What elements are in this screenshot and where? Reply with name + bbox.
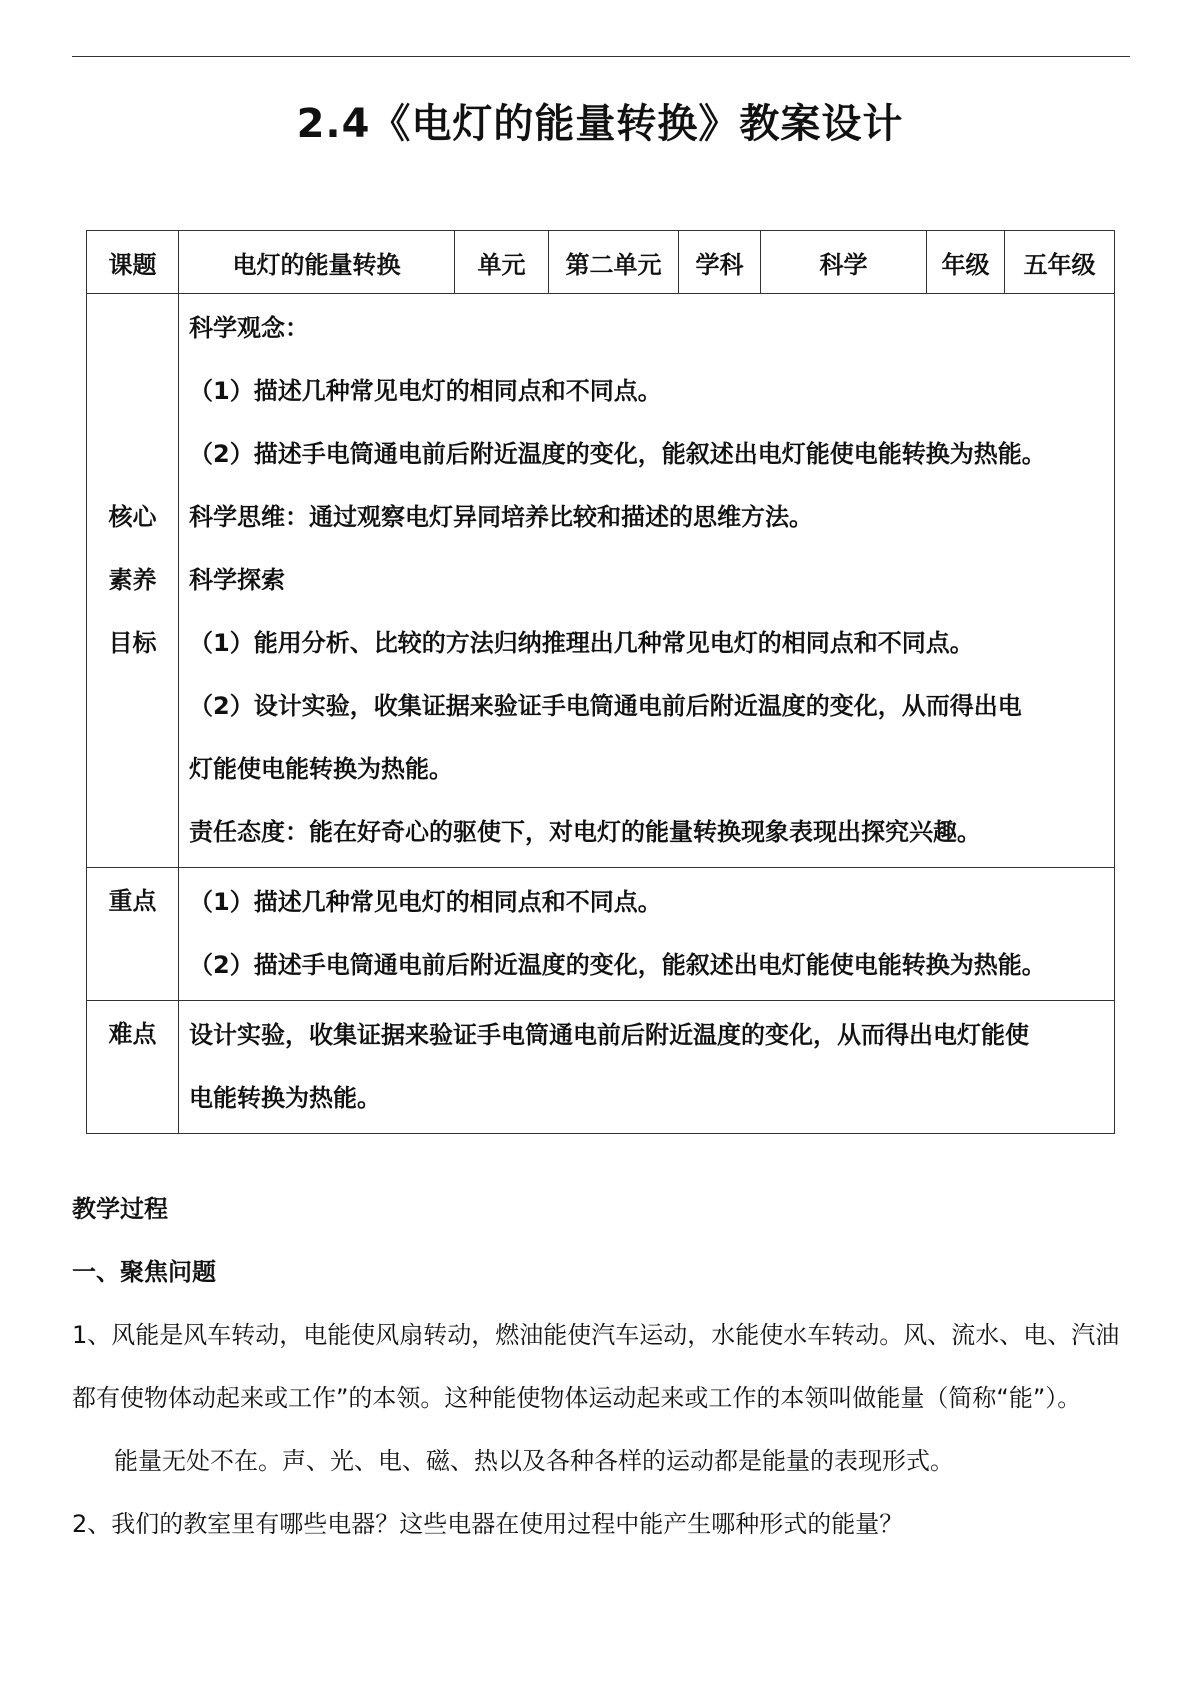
topic-label: 课题: [87, 231, 179, 294]
goals-label-line: 素养: [108, 566, 157, 594]
difficulty-line: 电能转换为热能。: [189, 1084, 381, 1112]
grade-value: 五年级: [1005, 231, 1115, 294]
goals-line: 责任态度：能在好奇心的驱使下，对电灯的能量转换现象表现出探究兴趣。: [189, 818, 981, 846]
goals-line: 科学探索: [189, 566, 285, 594]
goals-line: （2）描述手电筒通电前后附近温度的变化，能叙述出电灯能使电能转换为热能。: [189, 440, 1046, 468]
goals-line: （1）描述几种常见电灯的相同点和不同点。: [189, 377, 662, 405]
key-point-line: （2）描述手电筒通电前后附近温度的变化，能叙述出电灯能使电能转换为热能。: [189, 951, 1046, 979]
goals-line: （1）能用分析、比较的方法归纳推理出几种常见电灯的相同点和不同点。: [189, 629, 974, 657]
difficulties-row: [87, 1001, 1115, 1134]
section-heading: 一、聚焦问题: [72, 1258, 216, 1286]
paragraph: 1、风能是风车转动，电能使风扇转动，燃油能使汽车运动，水能使水车转动。风、流水、电、汽油都有使物体动起来或工作”的本领。这种能使物体运动起来或工作的本领叫做能量（简称“能”）。: [72, 1321, 1120, 1412]
goals-line: 科学观念：: [189, 314, 309, 342]
unit-label: 单元: [455, 231, 549, 294]
table-header-row: [87, 231, 1115, 294]
grade-label: 年级: [927, 231, 1005, 294]
subject-value: 科学: [761, 231, 927, 294]
goals-label-line: 目标: [108, 629, 157, 657]
unit-value: 第二单元: [549, 231, 679, 294]
paragraph: 能量无处不在。声、光、电、磁、热以及各种各样的运动都是能量的表现形式。: [114, 1447, 954, 1475]
goals-content: [179, 294, 1115, 868]
subject-label: 学科: [679, 231, 761, 294]
goals-row: [87, 294, 1115, 868]
lesson-plan-table: [86, 230, 1115, 1134]
paragraph: 2、我们的教室里有哪些电器？这些电器在使用过程中能产生哪种形式的能量？: [72, 1510, 904, 1538]
key-points-row: [87, 868, 1115, 1001]
key-points-content: [179, 868, 1115, 1001]
key-point-line: （1）描述几种常见电灯的相同点和不同点。: [189, 888, 662, 916]
goals-line: （2）设计实验，收集证据来验证手电筒通电前后附近温度的变化，从而得出电: [189, 692, 1022, 720]
document-title: 2.4《电灯的能量转换》教案设计: [296, 101, 904, 147]
goals-line: 科学思维：通过观察电灯异同培养比较和描述的思维方法。: [189, 503, 813, 531]
process-heading: 教学过程: [72, 1195, 168, 1223]
header-rule: [72, 56, 1130, 57]
difficulty-line: 设计实验，收集证据来验证手电筒通电前后附近温度的变化，从而得出电灯能使: [189, 1021, 1029, 1049]
goals-line: 灯能使电能转换为热能。: [189, 755, 453, 783]
topic-value: 电灯的能量转换: [179, 231, 455, 294]
goals-label-line: 核心: [108, 503, 157, 531]
difficulties-content: [179, 1001, 1115, 1134]
difficulties-label: 难点: [87, 1001, 179, 1134]
key-points-label: 重点: [87, 868, 179, 1001]
teaching-process: [72, 1178, 1132, 1556]
goals-label: [87, 294, 179, 868]
